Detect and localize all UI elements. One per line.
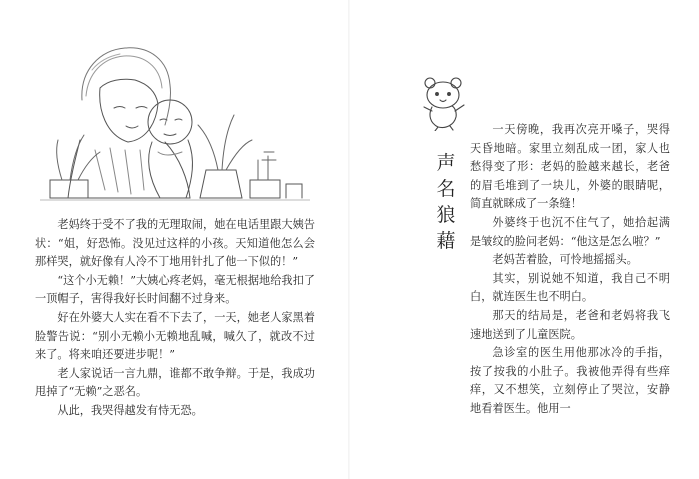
chapter-title-char: 藉 — [436, 230, 456, 252]
paragraph: 好在外婆大人实在看不下去了，一天，她老人家黑着脸警告说：“别小无赖小无赖地乱喊，喊久了，就改不过来了。将来咱还要进步呢！” — [35, 310, 315, 362]
chapter-title-char: 声 — [436, 152, 456, 174]
right-page — [350, 0, 699, 479]
paragraph: 外婆终于也沉不住气了，她拾起满是皱纹的脸问老妈：“他这是怎么啦？” — [470, 215, 670, 248]
paragraph: 急诊室的医生用他那冰冷的手指，按了按我的小肚子。我被他弄得有些痒痒，又不想笑，立刻停止了哭泣，安静地看着医生。他用一 — [470, 346, 670, 415]
paragraph: 从此，我哭得越发有恃无恐。 — [57, 403, 203, 417]
paragraph: 老人家说话一言九鼎，谁都不敢争辩。于是，我成功甩掉了“无赖”之恶名。 — [35, 366, 315, 399]
paragraph: 老妈苦着脸，可怜地摇摇头。 — [492, 253, 638, 267]
paragraph: 一天傍晚，我再次亮开嗓子，哭得天昏地暗。家里立刻乱成一团，家人也愁得变了形：老妈的脸越来越长，老爸的眉毛堆到了一块儿，外婆的眼睛呢，简直就眯成了一条缝！ — [470, 123, 670, 211]
left-page — [0, 0, 349, 479]
chapter-title — [435, 150, 457, 254]
bear-mascot-icon — [420, 75, 468, 131]
right-body-text — [470, 121, 670, 419]
paragraph: 其实，别说她不知道，我自己不明白，就连医生也不明白。 — [470, 271, 670, 304]
paragraph: “这个小无赖！”大姨心疼老妈，毫无根据地给我扣了一顶帽子，害得我好长时间翻不过身来。 — [35, 273, 315, 306]
left-body-text — [35, 216, 315, 421]
paragraph: 那天的结局是，老爸和老妈将我飞速地送到了儿童医院。 — [470, 308, 670, 341]
grandmother-baby-illustration — [40, 30, 310, 205]
paragraph: 老妈终于受不了我的无理取闹，她在电话里跟大姨告状：“姐，好恐怖。没见过这样的小孩。天知道他怎么会那样哭，就好像有人冷不丁地用针扎了他一下似的！” — [35, 218, 315, 269]
chapter-title-char: 名 — [436, 178, 456, 200]
chapter-title-char: 狼 — [436, 204, 456, 226]
